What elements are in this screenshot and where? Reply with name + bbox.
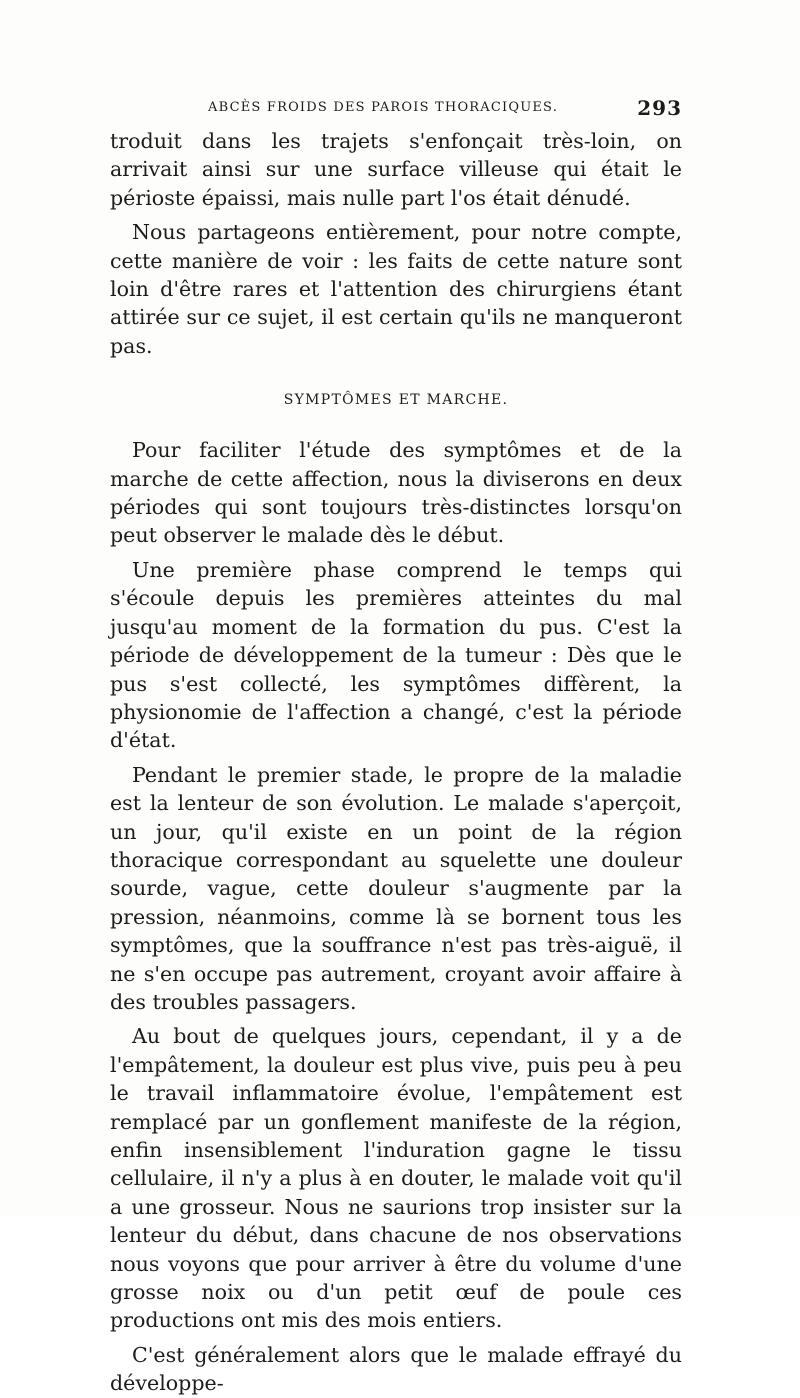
running-header — [110, 98, 682, 122]
paragraph-study-intro: Pour faciliter l'étude des symptômes et de la marche de cette affection, nous la diviserons en deux périodes qui sont toujours très-distinctes lorsqu'on peut observer le malade dès le début. — [110, 438, 682, 548]
section-title: SYMPTÔMES ET MARCHE. — [283, 392, 509, 409]
paragraph-author-opinion: Nous partageons entièrement, pour notre compte, cette manière de voir : les faits de cette nature sont loin d'être rares et l'attention des chirurgiens étant attirée sur ce sujet, il est certain qu'ils ne manqueront pas. — [110, 220, 682, 358]
running-title: ABCÈS FROIDS DES PAROIS THORACIQUES. — [208, 100, 559, 115]
paragraph-first-phase: Une première phase comprend le temps qui s'écoule depuis les premières atteintes du mal jusqu'au moment de la formation du pus. C'est la période de développement de la tumeur : Dès que le pus s'est collecté, les symptômes diffèrent, la physionomie de l'affection a changé, c'est la période d'état. — [110, 557, 682, 753]
paragraph-first-stage: Pendant le premier stade, le propre de la maladie est la lenteur de son évolution. Le malade s'aperçoit, un jour, qu'il existe en un point de la région thoracique correspondant au squelette une douleur sourde, vague, cette douleur s'augmente par la pression, néanmoins, comme là se bornent tous les symptômes, que la souffrance n'est pas très-aiguë, il ne s'en occupe pas autrement, croyant avoir affaire à des troubles passagers. — [110, 762, 682, 1014]
page-number: 293 — [637, 96, 682, 120]
body-text — [110, 127, 682, 1398]
paragraph-continuation: troduit dans les trajets s'enfonçait très-loin, on arrivait ainsi sur une surface villeuse qui était le périoste épaissi, mais nulle part l'os était dénudé. — [110, 129, 682, 210]
paragraph-progression: Au bout de quelques jours, cependant, il y a de l'empâtement, la douleur est plus vive, puis peu à peu le travail inflammatoire évolue, l'empâtement est remplacé par un gonflement manifeste de la région, enfin insensiblement l'induration gagne le tissu cellulaire, il n'y a plus à en douter, le malade voit qu'il a une grosseur. Nous ne saurions trop insister sur la lenteur du début, dans chacune de nos observations nous voyons que pour arriver à être du volume d'une grosse noix ou d'un petit œuf de poule ces productions ont mis des mois entiers. — [110, 1024, 682, 1333]
paragraph-development: C'est généralement alors que le malade effrayé du développe- — [110, 1342, 682, 1396]
